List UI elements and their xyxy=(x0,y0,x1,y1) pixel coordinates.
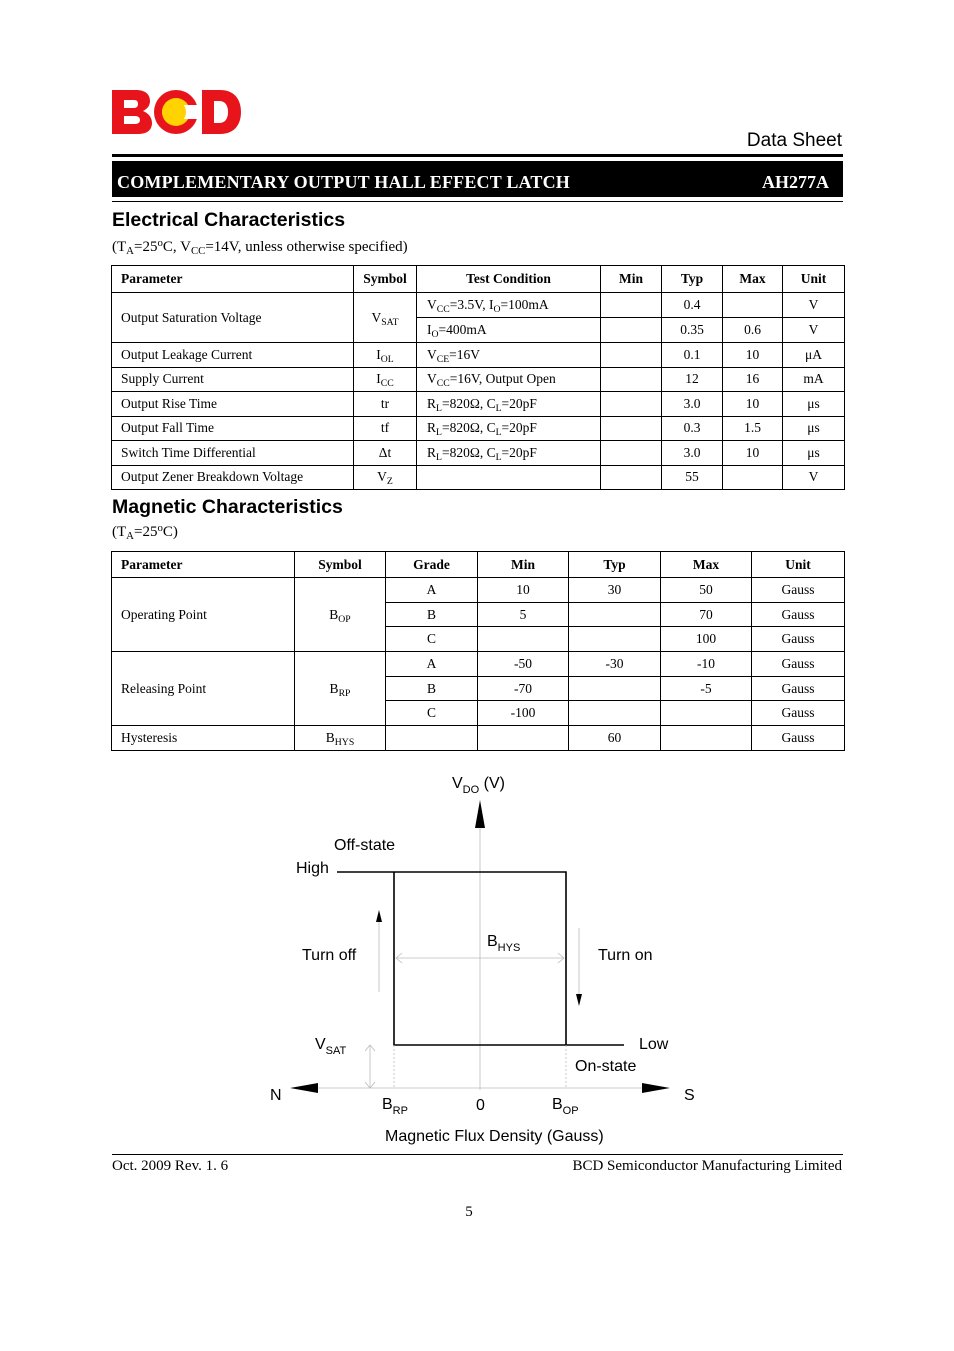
condition-part: L xyxy=(495,402,502,414)
brp-label: $B_{RP}$ xyxy=(382,1096,408,1117)
condition-part: =820Ω, C xyxy=(441,420,496,436)
condition-part: L xyxy=(436,402,442,414)
grade-cell: C xyxy=(386,627,478,652)
unit-cell: V xyxy=(783,293,845,318)
condition-part: =16V xyxy=(449,346,481,362)
electrical-table xyxy=(111,265,845,490)
max-cell: 1.5 xyxy=(723,416,783,441)
column-header: Symbol xyxy=(354,266,417,293)
unit-cell: Gauss xyxy=(752,676,845,701)
typ-cell: 0.35 xyxy=(662,318,723,343)
symbol-cell xyxy=(354,343,417,368)
grade-cell: B xyxy=(386,676,478,701)
symbol-main: V xyxy=(371,309,382,325)
condition-part: =20pF xyxy=(501,420,537,436)
min-cell xyxy=(601,367,662,392)
bop-label: $B_{OP}$ xyxy=(552,1096,579,1117)
max-cell: -5 xyxy=(661,676,752,701)
unit-cell: Gauss xyxy=(752,602,845,627)
table-row xyxy=(112,416,845,441)
column-header: Min xyxy=(478,552,569,578)
low-label: Low xyxy=(639,1036,669,1053)
column-header: Typ xyxy=(569,552,661,578)
part-number: AH277A xyxy=(762,172,829,192)
condition-part: CC xyxy=(436,303,450,315)
column-header: Typ xyxy=(662,266,723,293)
symbol-cell xyxy=(354,441,417,466)
parameter-cell: Output Fall Time xyxy=(112,416,354,441)
test-condition-cell xyxy=(417,465,601,490)
column-header: Symbol xyxy=(295,552,386,578)
condition-part: V xyxy=(427,297,437,312)
symbol-subscript: CC xyxy=(380,378,394,390)
max-cell: 100 xyxy=(661,627,752,652)
symbol-cell xyxy=(354,367,417,392)
condition-part: =16V, Output Open xyxy=(449,371,556,387)
condition-part: R xyxy=(427,395,437,411)
table-header-row xyxy=(112,552,845,578)
typ-cell xyxy=(569,676,661,701)
condition-part: =20pF xyxy=(501,395,537,411)
condition-part: L xyxy=(436,451,442,463)
doc-type-label: Data Sheet xyxy=(746,130,842,151)
x-axis-right-arrow xyxy=(642,1083,670,1093)
column-header: Min xyxy=(601,266,662,293)
min-cell xyxy=(601,392,662,417)
column-header: Test Condition xyxy=(417,266,601,293)
unit-cell: V xyxy=(783,465,845,490)
test-condition-cell xyxy=(417,441,601,466)
condition-part: O xyxy=(431,328,439,340)
electrical-conditions: ($T_A=25^oC$, $V_{CC}=14V$, unless otherwise specified) xyxy=(112,237,408,258)
grade-cell: A xyxy=(386,578,478,603)
test-condition-cell xyxy=(417,318,601,343)
min-cell xyxy=(478,627,569,652)
typ-cell: 0.4 xyxy=(662,293,723,318)
footer-date-revision: Oct. 2009 Rev. 1. 6 xyxy=(112,1158,229,1174)
min-cell: -50 xyxy=(478,652,569,677)
table-row xyxy=(112,367,845,392)
typ-cell: 55 xyxy=(662,465,723,490)
page-number: 5 xyxy=(465,1204,473,1220)
unit-cell: μs xyxy=(783,392,845,417)
off-state-label: Off-state xyxy=(334,837,396,854)
grade-cell xyxy=(386,726,478,751)
column-header: Grade xyxy=(386,552,478,578)
footer-company: BCD Semiconductor Manufacturing Limited xyxy=(572,1158,842,1174)
max-cell xyxy=(723,293,783,318)
footer-rule xyxy=(112,1154,843,1155)
unit-cell: μA xyxy=(783,343,845,368)
test-condition-cell xyxy=(417,293,601,318)
typ-cell: 3.0 xyxy=(662,441,723,466)
typ-cell: 12 xyxy=(662,367,723,392)
typ-cell: 0.3 xyxy=(662,416,723,441)
min-cell xyxy=(601,293,662,318)
table-row xyxy=(112,441,845,466)
condition-part: V xyxy=(427,371,437,387)
symbol-subscript: RP xyxy=(338,687,351,699)
parameter-cell: Output Saturation Voltage xyxy=(112,293,354,343)
symbol-main: V xyxy=(377,469,387,485)
hysteresis-diagram xyxy=(0,760,954,1150)
north-label: N xyxy=(270,1087,282,1104)
max-cell: 0.6 xyxy=(723,318,783,343)
parameter-cell: Output Zener Breakdown Voltage xyxy=(112,465,354,490)
min-cell: 5 xyxy=(478,602,569,627)
south-label: S xyxy=(684,1087,695,1104)
symbol-cell xyxy=(295,726,386,751)
grade-cell: A xyxy=(386,652,478,677)
symbol-subscript: OL xyxy=(380,353,394,365)
unit-cell: Gauss xyxy=(752,627,845,652)
parameter-cell: Output Leakage Current xyxy=(112,343,354,368)
symbol-main: I xyxy=(376,346,381,362)
column-header: Parameter xyxy=(112,266,354,293)
zero-label: 0 xyxy=(476,1097,485,1114)
symbol-main: B xyxy=(325,729,335,745)
turn-off-arrow xyxy=(376,910,382,922)
table-row xyxy=(112,652,845,677)
max-cell: 70 xyxy=(661,602,752,627)
condition-part: O xyxy=(493,303,501,315)
vsat-label: $V_{SAT}$ xyxy=(315,1036,347,1057)
document-title: COMPLEMENTARY OUTPUT HALL EFFECT LATCH xyxy=(117,172,571,192)
symbol-cell xyxy=(354,392,417,417)
unit-cell: Gauss xyxy=(752,652,845,677)
magnetic-table xyxy=(111,551,845,751)
condition-part: =100mA xyxy=(500,297,549,312)
min-cell: -100 xyxy=(478,701,569,726)
unit-cell: μs xyxy=(783,441,845,466)
max-cell: 10 xyxy=(723,392,783,417)
bcd-logo xyxy=(110,88,242,136)
table-row xyxy=(112,343,845,368)
table-row xyxy=(112,293,845,318)
unit-cell: Gauss xyxy=(752,726,845,751)
condition-part: L xyxy=(495,427,502,439)
y-axis-label: $V_{DO}$ (V) xyxy=(452,775,505,796)
min-cell: -70 xyxy=(478,676,569,701)
table-row xyxy=(112,392,845,417)
title-bar xyxy=(112,161,843,197)
column-header: Unit xyxy=(752,552,845,578)
column-header: Max xyxy=(723,266,783,293)
turn-off-label: Turn off xyxy=(302,947,357,964)
unit-cell: Gauss xyxy=(752,578,845,603)
max-cell: 10 xyxy=(723,441,783,466)
turn-on-arrow xyxy=(576,994,582,1006)
condition-part: =820Ω, C xyxy=(441,395,496,411)
electrical-heading: Electrical Characteristics xyxy=(112,209,346,231)
unit-cell: mA xyxy=(783,367,845,392)
y-axis-arrow xyxy=(475,800,485,828)
bhys-label: $B_{HYS}$ xyxy=(487,933,521,954)
symbol-cell xyxy=(354,416,417,441)
typ-cell: 60 xyxy=(569,726,661,751)
header-rule xyxy=(112,154,843,157)
x-axis-left-arrow xyxy=(290,1083,318,1093)
table-row xyxy=(112,465,845,490)
unit-cell: μs xyxy=(783,416,845,441)
test-condition-cell xyxy=(417,343,601,368)
parameter-cell: Hysteresis xyxy=(112,726,295,751)
typ-cell: 3.0 xyxy=(662,392,723,417)
grade-cell: C xyxy=(386,701,478,726)
condition-part: =3.5V, I xyxy=(449,297,494,312)
symbol-main: tr xyxy=(380,395,390,411)
min-cell xyxy=(601,465,662,490)
parameter-cell: Switch Time Differential xyxy=(112,441,354,466)
unit-cell: Gauss xyxy=(752,701,845,726)
test-condition-cell xyxy=(417,367,601,392)
table-row xyxy=(112,578,845,603)
max-cell: 50 xyxy=(661,578,752,603)
typ-cell xyxy=(569,602,661,627)
condition-part: V xyxy=(427,346,437,362)
min-cell xyxy=(601,343,662,368)
hysteresis-upper-path xyxy=(337,872,624,1045)
magnetic-heading: Magnetic Characteristics xyxy=(112,496,343,518)
min-cell xyxy=(478,726,569,751)
condition-part: I xyxy=(427,322,432,337)
min-cell xyxy=(601,416,662,441)
turn-on-label: Turn on xyxy=(598,947,653,964)
condition-part: =20pF xyxy=(501,444,537,460)
unit-cell: V xyxy=(783,318,845,343)
symbol-cell xyxy=(354,293,417,343)
max-cell: 10 xyxy=(723,343,783,368)
symbol-cell xyxy=(295,578,386,652)
max-cell xyxy=(661,726,752,751)
parameter-cell: Output Rise Time xyxy=(112,392,354,417)
symbol-main: B xyxy=(329,680,339,696)
on-state-label: On-state xyxy=(575,1058,637,1075)
test-condition-cell xyxy=(417,416,601,441)
magnetic-conditions: $(T_A=25^oC)$ xyxy=(112,522,178,543)
grade-cell: B xyxy=(386,602,478,627)
symbol-subscript: Z xyxy=(386,476,393,488)
parameter-cell: Releasing Point xyxy=(112,652,295,726)
min-cell xyxy=(601,318,662,343)
condition-part: R xyxy=(427,420,437,436)
typ-cell xyxy=(569,627,661,652)
parameter-cell: Operating Point xyxy=(112,578,295,652)
column-header: Max xyxy=(661,552,752,578)
symbol-main: tf xyxy=(380,420,390,436)
symbol-cell xyxy=(295,652,386,726)
condition-part: =400mA xyxy=(438,322,487,337)
symbol-subscript: OP xyxy=(338,613,351,625)
condition-part: L xyxy=(495,451,502,463)
column-header: Parameter xyxy=(112,552,295,578)
typ-cell: 30 xyxy=(569,578,661,603)
max-cell xyxy=(723,465,783,490)
table-header-row xyxy=(112,266,845,293)
high-label: High xyxy=(296,860,329,877)
symbol-main: B xyxy=(329,606,339,622)
typ-cell: 0.1 xyxy=(662,343,723,368)
symbol-cell xyxy=(354,465,417,490)
max-cell: -10 xyxy=(661,652,752,677)
parameter-cell: Supply Current xyxy=(112,367,354,392)
symbol-main: I xyxy=(376,371,381,387)
max-cell: 16 xyxy=(723,367,783,392)
condition-part: =820Ω, C xyxy=(441,444,496,460)
table-row xyxy=(112,726,845,751)
max-cell xyxy=(661,701,752,726)
typ-cell: -30 xyxy=(569,652,661,677)
title-underline xyxy=(112,201,843,202)
condition-part: CC xyxy=(436,378,450,390)
condition-part: CE xyxy=(436,353,450,365)
condition-part: L xyxy=(436,427,442,439)
typ-cell xyxy=(569,701,661,726)
symbol-subscript: SAT xyxy=(381,316,399,328)
test-condition-cell xyxy=(417,392,601,417)
condition-part: R xyxy=(427,444,437,460)
column-header: Unit xyxy=(783,266,845,293)
x-axis-label: Magnetic Flux Density (Gauss) xyxy=(385,1128,604,1145)
min-cell xyxy=(601,441,662,466)
min-cell: 10 xyxy=(478,578,569,603)
symbol-main: Δt xyxy=(378,444,392,460)
symbol-subscript: HYS xyxy=(334,736,355,748)
